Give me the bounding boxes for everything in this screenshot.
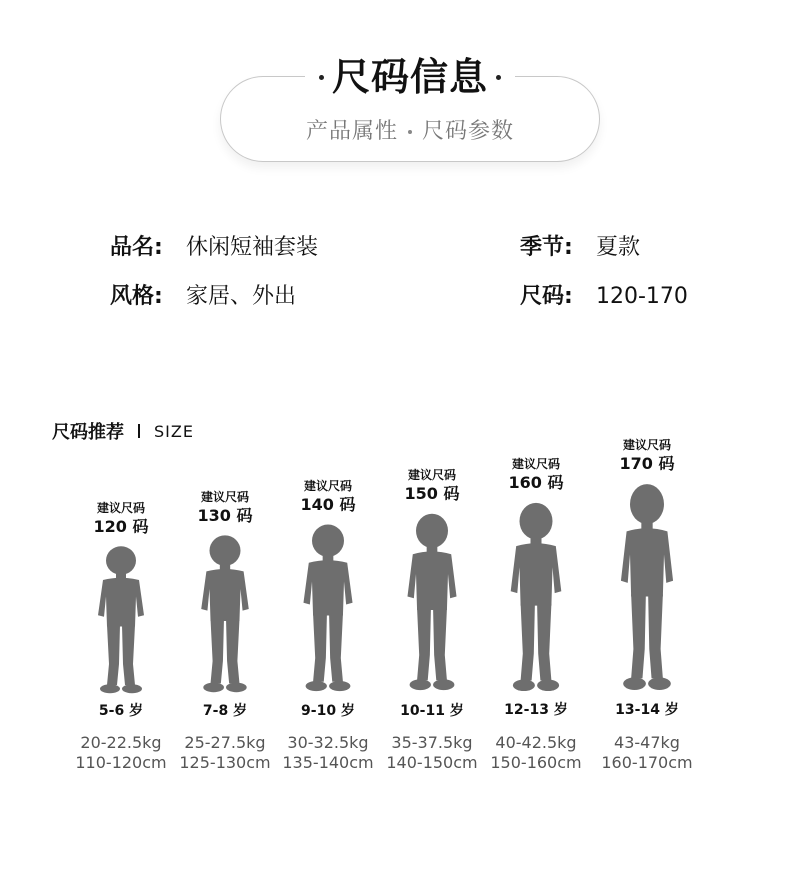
height-range: 150-160cm (490, 753, 582, 772)
size-value: 160 码 (508, 473, 564, 492)
info-name-value: 休闲短袖套装 (186, 235, 319, 260)
info-name (110, 230, 318, 261)
recommend-label: 建议尺码 (200, 490, 249, 504)
age-label: 10-11 岁 (400, 703, 464, 719)
size-column-160 (481, 456, 591, 719)
measure-120 (66, 733, 176, 773)
weight-range: 25-27.5kg (184, 733, 266, 752)
size-value: 140 码 (300, 495, 356, 514)
weight-range: 35-37.5kg (391, 733, 473, 752)
size-heading-en: SIZE (154, 421, 194, 441)
recommend-label: 建议尺码 (622, 438, 671, 452)
info-style-label: 风格: (110, 284, 163, 309)
measure-170 (592, 733, 702, 773)
height-range: 160-170cm (601, 753, 693, 772)
info-season-value: 夏款 (596, 235, 641, 260)
age-label: 7-8 岁 (202, 703, 248, 719)
recommend-label: 建议尺码 (511, 457, 560, 471)
size-value: 120 码 (93, 517, 149, 536)
measure-160 (481, 733, 591, 773)
size-value: 170 码 (619, 454, 675, 473)
size-heading-divider (138, 424, 140, 438)
info-style-value: 家居、外出 (186, 284, 297, 309)
age-label: 13-14 岁 (615, 702, 679, 718)
header-subtitle (220, 114, 600, 145)
height-range: 125-130cm (179, 753, 271, 772)
measure-130 (170, 733, 280, 773)
info-size (520, 279, 688, 310)
child-silhouette-icon (503, 500, 569, 692)
measure-150 (377, 733, 487, 773)
height-range: 135-140cm (282, 753, 374, 772)
page-title: 尺码信息 (331, 55, 488, 99)
age-label: 12-13 岁 (504, 702, 568, 718)
subtitle-left: 产品属性 (305, 119, 398, 144)
title-dot-right (496, 75, 501, 80)
age-label: 9-10 岁 (301, 703, 355, 719)
info-size-label: 尺码: (520, 284, 573, 309)
size-value: 130 码 (197, 506, 253, 525)
child-silhouette-icon (91, 544, 151, 694)
child-silhouette-icon (194, 533, 256, 693)
subtitle-right: 尺码参数 (422, 119, 515, 144)
size-column-170 (592, 437, 702, 719)
size-column-130 (170, 489, 280, 720)
height-range: 140-150cm (386, 753, 478, 772)
age-label: 5-6 岁 (98, 703, 144, 719)
weight-range: 20-22.5kg (80, 733, 162, 752)
child-silhouette-icon (613, 481, 681, 691)
info-style (110, 279, 296, 310)
recommend-label: 建议尺码 (303, 479, 352, 493)
child-silhouette-icon (400, 511, 464, 691)
size-column-140 (273, 478, 383, 720)
info-name-label: 品名: (110, 235, 163, 260)
size-column-150 (377, 467, 487, 720)
height-range: 110-120cm (75, 753, 167, 772)
size-column-120 (66, 500, 176, 720)
weight-range: 40-42.5kg (495, 733, 577, 752)
subtitle-separator-dot (408, 130, 412, 134)
measure-140 (273, 733, 383, 773)
weight-range: 43-47kg (614, 733, 680, 752)
size-value: 150 码 (404, 484, 460, 503)
title-dot-left (319, 75, 324, 80)
info-season-label: 季节: (520, 235, 573, 260)
size-section-heading (52, 418, 194, 444)
weight-range: 30-32.5kg (287, 733, 369, 752)
child-silhouette-icon (296, 522, 360, 692)
info-size-value: 120-170 (596, 284, 688, 309)
size-heading-cn: 尺码推荐 (52, 422, 124, 443)
info-season (520, 230, 640, 261)
header-title-wrap (305, 52, 515, 102)
recommend-label: 建议尺码 (407, 468, 456, 482)
recommend-label: 建议尺码 (96, 501, 145, 515)
